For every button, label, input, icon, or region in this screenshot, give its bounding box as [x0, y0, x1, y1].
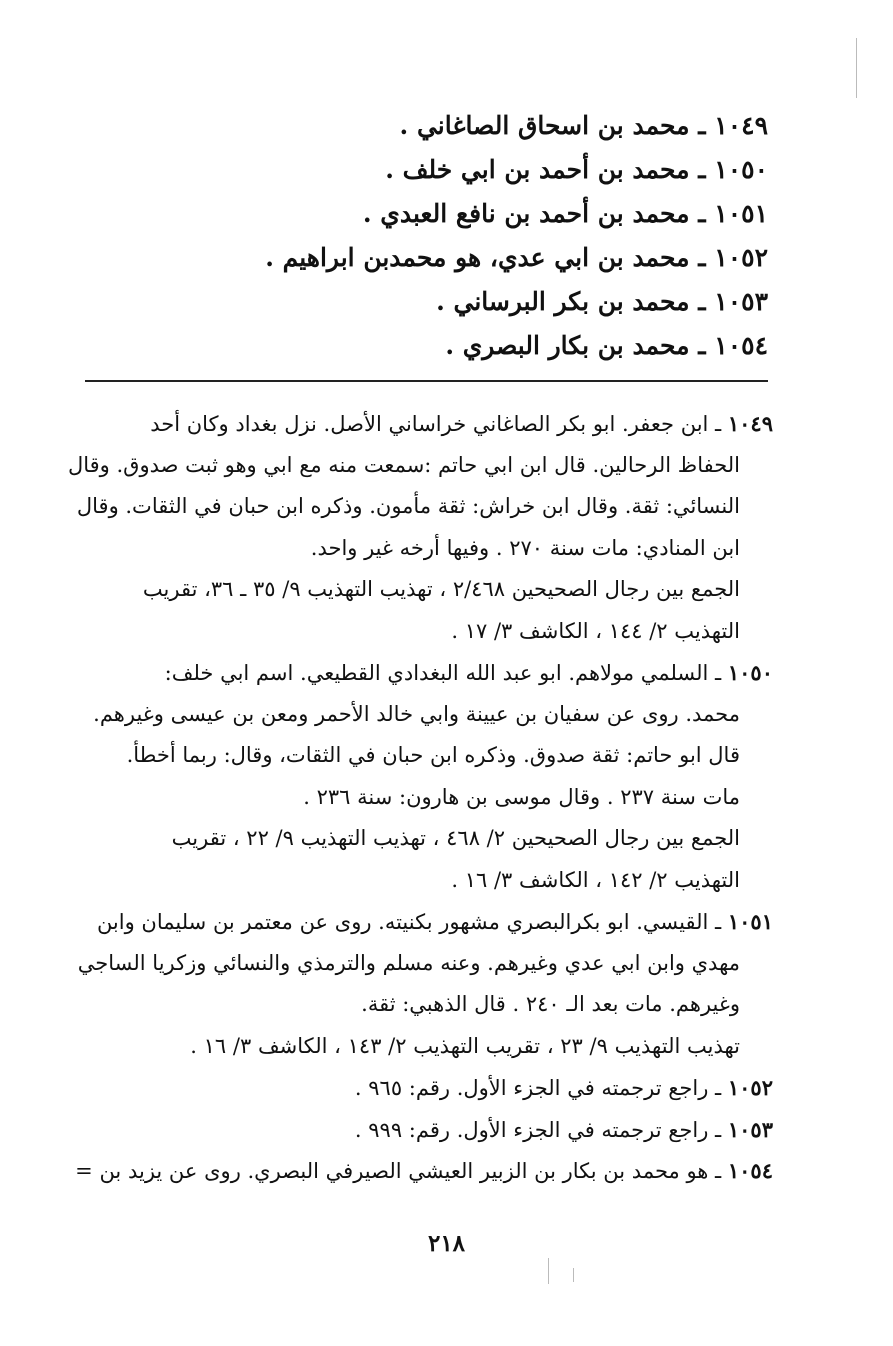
entry-line: ١٠٥١ ـ محمد بن أحمد بن نافع العبدي . — [362, 199, 768, 228]
entry-line: ١٠٥٢ ـ محمد بن ابي عدي، هو محمدبن ابراهيم . — [265, 243, 768, 272]
footnote-text: ـ هو محمد بن بكار بن الزبير العيشي الصيرفي البصري. روى عن يزيد بن = — [75, 1159, 728, 1183]
footnote-text: التهذيب ٢/ ١٤٢ ، الكاشف ٣/ ١٦ . — [451, 867, 740, 892]
footnote-number: ١٠٥١ — [727, 909, 773, 934]
scan-artifact — [548, 1258, 549, 1284]
entry-line: ١٠٥٣ ـ محمد بن بكر البرساني . — [436, 287, 768, 316]
footnote-line — [83, 777, 773, 819]
footnote-line — [83, 1026, 773, 1068]
scan-artifact — [573, 1268, 574, 1282]
footnote-line — [83, 1067, 773, 1109]
footnotes — [67, 403, 773, 1192]
footnote-line — [83, 652, 773, 694]
footnote-text: محمد. روى عن سفيان بن عيينة وابي خالد الأحمر ومعن بن عيسى وغيرهم. — [93, 701, 740, 726]
footnote-line — [77, 943, 773, 985]
footnote-line — [67, 445, 773, 487]
footnote-divider — [85, 380, 768, 382]
footnote-text: مهدي وابن ابي عدي وغيرهم. وعنه مسلم والترمذي والنسائي وزكريا الساجي — [77, 950, 740, 975]
footnote-line — [75, 1150, 773, 1192]
footnote-text: الحفاظ الرحالين. قال ابن ابي حاتم :سمعت منه مع ابي وهو ثبت صدوق. وقال — [67, 452, 740, 477]
footnote-text: التهذيب ٢/ ١٤٤ ، الكاشف ٣/ ١٧ . — [451, 618, 740, 643]
footnote-line — [83, 611, 773, 653]
footnote-number: ١٠٥٤ — [727, 1158, 773, 1183]
footnote-text: مات سنة ٢٣٧ . وقال موسى بن هارون: سنة ٢٣٦ . — [303, 784, 740, 809]
footnote-text: وغيرهم. مات بعد الـ ٢٤٠ . قال الذهبي: ثقة. — [361, 992, 740, 1016]
page-number: ٢١٨ — [427, 1230, 466, 1257]
footnote-line — [83, 694, 773, 736]
footnote-text: ـ راجع ترجمته في الجزء الأول. رقم: ٩٦٥ . — [354, 1076, 728, 1100]
footnote-text: الجمع بين رجال الصحيحين ٢/٤٦٨ ، تهذيب التهذيب ٩/ ٣٥ ـ ٣٦، تقريب — [142, 577, 740, 601]
footnote-text: ـ راجع ترجمته في الجزء الأول. رقم: ٩٩٩ . — [354, 1117, 728, 1142]
footnote-line — [83, 403, 773, 445]
footnote-text: ابن المنادي: مات سنة ٢٧٠ . وفيها أرخه غير واحد. — [310, 535, 740, 560]
footnote-line — [83, 901, 773, 943]
entry-line: ١٠٤٩ ـ محمد بن اسحاق الصاغاني . — [399, 111, 768, 140]
footnote-line — [83, 569, 773, 611]
entry-line: ١٠٥٠ ـ محمد بن أحمد بن ابي خلف . — [385, 155, 768, 184]
footnote-line — [83, 735, 773, 777]
footnote-number: ١٠٥٣ — [727, 1116, 773, 1142]
footnote-number: ١٠٥٢ — [727, 1075, 773, 1100]
footnote-line — [76, 486, 773, 528]
footnote-number: ١٠٥٠ — [727, 660, 773, 685]
footnote-text: الجمع بين رجال الصحيحين ٢/ ٤٦٨ ، تهذيب التهذيب ٩/ ٢٢ ، تقريب — [171, 826, 740, 850]
footnote-line — [83, 528, 773, 570]
footnote-line — [83, 860, 773, 902]
entry-list — [208, 104, 768, 368]
footnote-text: النسائي: ثقة. وقال ابن خراش: ثقة مأمون. وذكره ابن حبان في الثقات. وقال — [76, 494, 740, 518]
entry-line: ١٠٥٤ ـ محمد بن بكار البصري . — [445, 331, 768, 360]
footnote-text: ـ ابن جعفر. ابو بكر الصاغاني خراساني الأصل. نزل بغداد وكان أحد — [150, 412, 728, 436]
scan-artifact — [856, 38, 857, 98]
footnote-text: ـ القيسي. ابو بكرالبصري مشهور بكنيته. روى عن معتمر بن سليمان وابن — [96, 910, 728, 934]
footnote-line — [83, 1109, 773, 1151]
footnote-text: قال ابو حاتم: ثقة صدوق. وذكره ابن حبان في الثقات، وقال: ربما أخطأ. — [126, 743, 740, 767]
footnote-line — [83, 818, 773, 860]
footnote-text: تهذيب التهذيب ٩/ ٢٣ ، تقريب التهذيب ٢/ ١٤٣ ، الكاشف ٣/ ١٦ . — [190, 1033, 740, 1058]
footnote-line — [83, 984, 773, 1026]
footnote-text: ـ السلمي مولاهم. ابو عبد الله البغدادي القطيعي. اسم ابي خلف: — [164, 661, 728, 685]
footnote-number: ١٠٤٩ — [727, 411, 773, 436]
